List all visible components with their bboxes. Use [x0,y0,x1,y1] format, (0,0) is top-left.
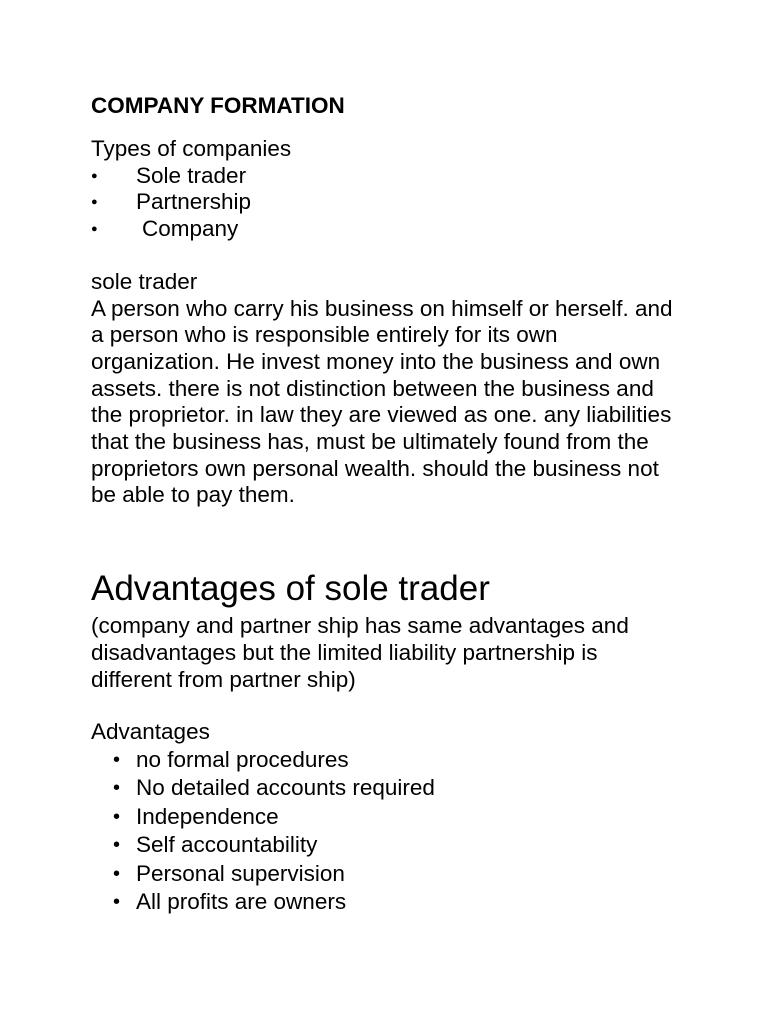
list-item-text: Sole trader [136,162,247,188]
types-label: Types of companies [91,136,292,161]
bullet-icon: • [113,891,121,914]
list-item [91,831,691,860]
paragraph-line: a person who is responsible entirely for its own [91,322,558,348]
paragraph-line: A person who carry his business on himself or herself. and [91,295,673,321]
list-item-text: Self accountability [136,832,318,858]
types-list [91,163,691,243]
list-item-text: No detailed accounts required [136,775,435,801]
note-line: different from partner ship) [91,666,356,692]
bullet-icon: • [113,834,121,857]
bullet-icon: • [113,748,121,771]
list-item [91,189,691,216]
note-line: (company and partner ship has same advantages and [91,613,629,639]
advantages-heading: Advantages of sole trader [91,569,490,609]
document-body [91,92,691,917]
paragraph-line: that the business has, must be ultimately found from the [91,429,649,455]
list-item [91,860,691,889]
list-item [91,888,691,917]
sole-trader-label: sole trader [91,268,198,294]
paragraph-line: assets. there is not distinction between the business and [91,375,654,401]
paragraph-line: be able to pay them. [91,482,295,508]
bullet-icon: ● [91,223,98,236]
sole-trader-paragraph [91,296,691,510]
paragraph-line: proprietors own personal wealth. should the business not [91,455,659,481]
list-item [91,163,691,190]
list-item-text: no formal procedures [136,746,349,772]
list-item-text: Independence [136,803,279,829]
list-item [91,216,691,243]
advantages-list [91,746,691,917]
list-item-text: Partnership [136,189,252,215]
bullet-icon: ● [91,196,98,209]
bullet-icon: • [113,862,121,885]
list-item [91,746,691,775]
advantages-label: Advantages [91,719,210,745]
bullet-icon: • [113,805,121,828]
advantages-note [91,613,691,693]
list-item [91,774,691,803]
paragraph-line: organization. He invest money into the business and own [91,348,661,374]
list-item-text: All profits are owners [136,889,347,915]
note-line: disadvantages but the limited liability partnership is [91,639,598,665]
list-item-text: Company [142,216,239,242]
list-item [91,803,691,832]
bullet-icon: • [113,777,121,800]
list-item-text: Personal supervision [136,860,345,886]
bullet-icon: ● [91,169,98,182]
paragraph-line: the proprietor. in law they are viewed as one. any liabilities [91,402,672,428]
document-title: COMPANY FORMATION [91,93,345,118]
